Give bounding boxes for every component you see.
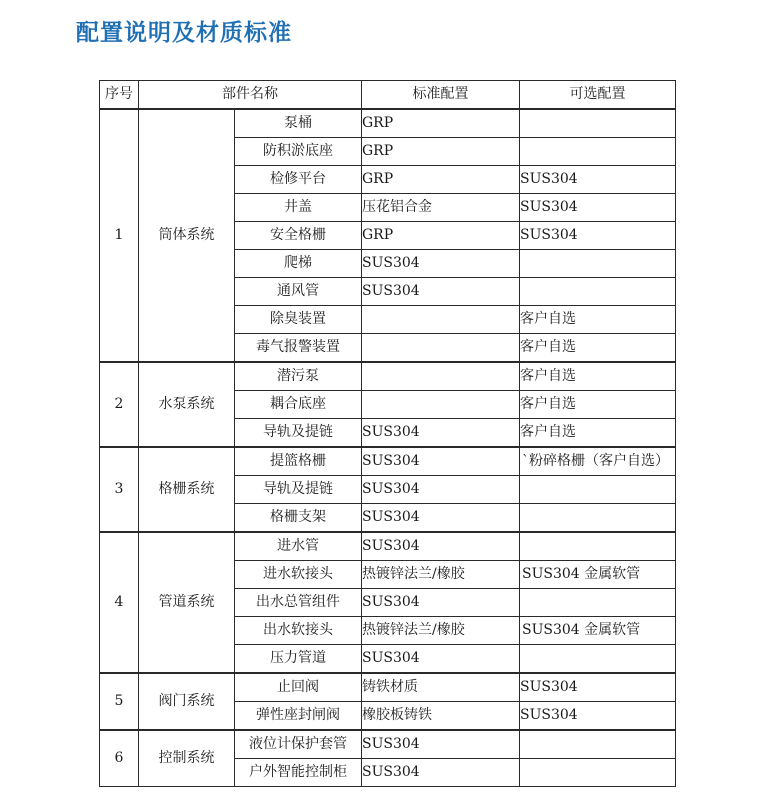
- standard-config-cell: [362, 334, 520, 363]
- group-index: 6: [100, 730, 139, 787]
- part-name-cell: 安全格栅: [235, 222, 362, 250]
- standard-config-cell: 铸铁材质: [362, 673, 520, 702]
- part-name-cell: 止回阀: [235, 673, 362, 702]
- standard-config-cell: 压花铝合金: [362, 194, 520, 222]
- table-row: [100, 673, 676, 702]
- optional-config-cell: [520, 250, 676, 278]
- standard-config-cell: GRP: [362, 109, 520, 138]
- standard-config-cell: SUS304: [362, 447, 520, 476]
- header-optional: 可选配置: [520, 81, 676, 110]
- group-index: 5: [100, 673, 139, 730]
- optional-config-cell: SUS304: [520, 673, 676, 702]
- group-system-name: 水泵系统: [139, 362, 235, 447]
- standard-config-cell: SUS304: [362, 250, 520, 278]
- group-system-name: 筒体系统: [139, 109, 235, 362]
- standard-config-cell: 热镀锌法兰/橡胶: [362, 561, 520, 589]
- part-name-cell: 防积淤底座: [235, 138, 362, 166]
- optional-config-cell: SUS304: [520, 702, 676, 731]
- part-name-cell: 除臭装置: [235, 306, 362, 334]
- header-index: 序号: [100, 81, 139, 110]
- group-system-name: 格栅系统: [139, 447, 235, 532]
- part-name-cell: 液位计保护套管: [235, 730, 362, 759]
- optional-config-cell: [520, 730, 676, 759]
- page-title: 配置说明及材质标准: [76, 20, 292, 46]
- optional-config-cell: [520, 476, 676, 504]
- optional-config-cell: [520, 504, 676, 533]
- config-table: [99, 80, 676, 787]
- optional-config-cell: [520, 109, 676, 138]
- part-name-cell: 通风管: [235, 278, 362, 306]
- table-row: [100, 109, 676, 138]
- part-name-cell: 进水软接头: [235, 561, 362, 589]
- part-name-cell: 出水软接头: [235, 617, 362, 645]
- table-row: [100, 730, 676, 759]
- part-name-cell: 爬梯: [235, 250, 362, 278]
- optional-config-cell: [520, 589, 676, 617]
- optional-config-cell: SUS304: [520, 222, 676, 250]
- standard-config-cell: SUS304: [362, 759, 520, 787]
- part-name-cell: 泵桶: [235, 109, 362, 138]
- optional-config-cell: 客户自选: [520, 334, 676, 363]
- optional-config-cell: [520, 759, 676, 787]
- group-index: 1: [100, 109, 139, 362]
- optional-config-cell: [520, 532, 676, 561]
- standard-config-cell: SUS304: [362, 419, 520, 448]
- standard-config-cell: [362, 362, 520, 391]
- table-header-row: [100, 81, 676, 110]
- part-name-cell: 导轨及提链: [235, 476, 362, 504]
- standard-config-cell: SUS304: [362, 278, 520, 306]
- standard-config-cell: SUS304: [362, 589, 520, 617]
- part-name-cell: 进水管: [235, 532, 362, 561]
- part-name-cell: 检修平台: [235, 166, 362, 194]
- part-name-cell: 潜污泵: [235, 362, 362, 391]
- table-row: [100, 447, 676, 476]
- standard-config-cell: 橡胶板铸铁: [362, 702, 520, 731]
- table-body: [100, 109, 676, 787]
- optional-config-cell: [520, 645, 676, 674]
- standard-config-cell: [362, 306, 520, 334]
- optional-config-cell: 客户自选: [520, 306, 676, 334]
- standard-config-cell: SUS304: [362, 645, 520, 674]
- table-row: [100, 362, 676, 391]
- group-index: 3: [100, 447, 139, 532]
- group-system-name: 控制系统: [139, 730, 235, 787]
- optional-config-cell: [520, 278, 676, 306]
- part-name-cell: 压力管道: [235, 645, 362, 674]
- optional-config-cell: SUS304 金属软管: [520, 561, 676, 589]
- standard-config-cell: SUS304: [362, 476, 520, 504]
- optional-config-cell: 客户自选: [520, 391, 676, 419]
- header-standard: 标准配置: [362, 81, 520, 110]
- optional-config-cell: [520, 138, 676, 166]
- standard-config-cell: SUS304: [362, 504, 520, 533]
- optional-config-cell: SUS304: [520, 194, 676, 222]
- part-name-cell: 提篮格栅: [235, 447, 362, 476]
- standard-config-cell: GRP: [362, 166, 520, 194]
- part-name-cell: 弹性座封闸阀: [235, 702, 362, 731]
- part-name-cell: 毒气报警装置: [235, 334, 362, 363]
- group-system-name: 阀门系统: [139, 673, 235, 730]
- standard-config-cell: SUS304: [362, 532, 520, 561]
- standard-config-cell: SUS304: [362, 730, 520, 759]
- optional-config-cell: 客户自选: [520, 362, 676, 391]
- standard-config-cell: GRP: [362, 222, 520, 250]
- part-name-cell: 耦合底座: [235, 391, 362, 419]
- part-name-cell: 导轨及提链: [235, 419, 362, 448]
- part-name-cell: 格栅支架: [235, 504, 362, 533]
- optional-config-cell: SUS304 金属软管: [520, 617, 676, 645]
- standard-config-cell: 热镀锌法兰/橡胶: [362, 617, 520, 645]
- header-part-name: 部件名称: [139, 81, 362, 110]
- table-row: [100, 532, 676, 561]
- group-index: 4: [100, 532, 139, 673]
- group-system-name: 管道系统: [139, 532, 235, 673]
- optional-config-cell: 客户自选: [520, 419, 676, 448]
- standard-config-cell: GRP: [362, 138, 520, 166]
- part-name-cell: 出水总管组件: [235, 589, 362, 617]
- part-name-cell: 井盖: [235, 194, 362, 222]
- optional-config-cell: SUS304: [520, 166, 676, 194]
- group-index: 2: [100, 362, 139, 447]
- optional-config-cell: `粉碎格栅（客户自选）: [520, 447, 676, 476]
- part-name-cell: 户外智能控制柜: [235, 759, 362, 787]
- standard-config-cell: [362, 391, 520, 419]
